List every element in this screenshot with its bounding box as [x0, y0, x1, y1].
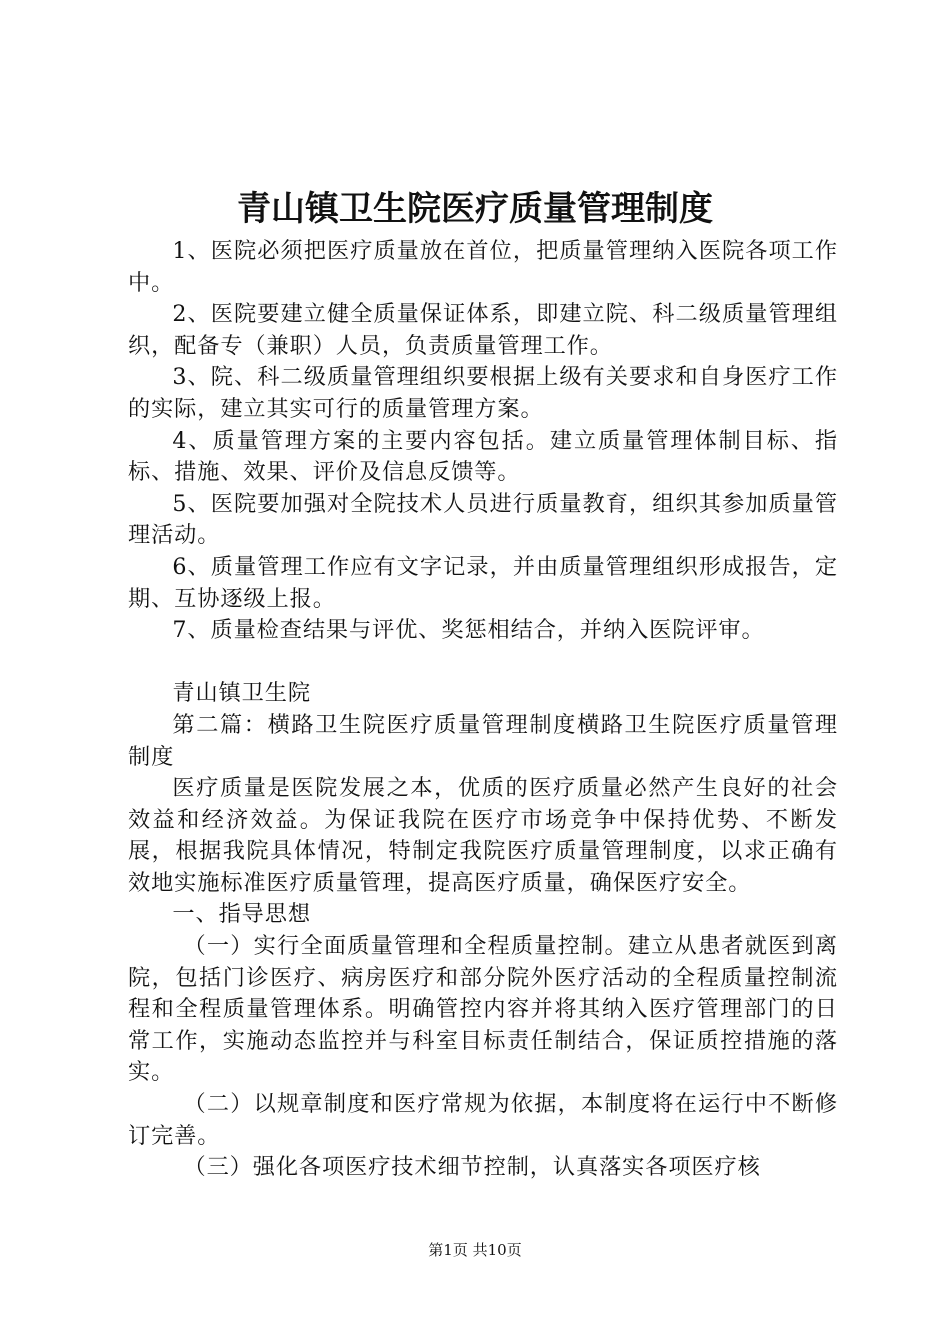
paragraph-1: 1、医院必须把医疗质量放在首位，把质量管理纳入医院各项工作中。 — [128, 238, 838, 296]
paragraph-3: 3、院、科二级质量管理组织要根据上级有关要求和自身医疗工作的实际，建立其实可行的质量管理方案。 — [128, 364, 838, 422]
signature-line: 青山镇卫生院 — [172, 680, 311, 707]
intro-paragraph: 医疗质量是医院发展之本，优质的医疗质量必然产生良好的社会效益和经济效益。为保证我院在医疗市场竞争中保持优势、不断发展，根据我院具体情况，特制定我院医疗质量管理制度，以求正确有效地实施标准医疗质量管理，提高医疗质量，确保医疗安全。 — [128, 775, 838, 896]
document-body — [128, 236, 838, 1184]
paragraph-2: 2、医院要建立健全质量保证体系，即建立院、科二级质量管理组织，配备专（兼职）人员，负责质量管理工作。 — [128, 301, 838, 359]
sub-paragraph-1: （一）实行全面质量管理和全程质量控制。建立从患者就医到离院，包括门诊医疗、病房医疗和部分院外医疗活动的全程质量控制流程和全程质量管理体系。明确管控内容并将其纳入医疗管理部门的日常工作，实施动态监控并与科室目标责任制结合，保证质控措施的落实。 — [128, 933, 838, 1086]
paragraph-7: 7、质量检查结果与评优、奖惩相结合，并纳入医院评审。 — [172, 617, 765, 644]
document-title: 青山镇卫生院医疗质量管理制度 — [237, 189, 713, 229]
paragraph-5: 5、医院要加强对全院技术人员进行质量教育，组织其参加质量管理活动。 — [128, 490, 838, 549]
chapter-heading: 一、指导思想 — [172, 901, 311, 928]
paragraph-6: 6、质量管理工作应有文字记录，并由质量管理组织形成报告，定期、互协逐级上报。 — [128, 553, 838, 612]
sub-paragraph-2: （二）以规章制度和医疗常规为依据，本制度将在运行中不断修订完善。 — [128, 1091, 838, 1149]
sub-paragraph-3: （三）强化各项医疗技术细节控制，认真落实各项医疗核 — [183, 1154, 761, 1181]
paragraph-4: 4、质量管理方案的主要内容包括。建立质量管理体制目标、指标、措施、效果、评价及信息反馈等。 — [128, 427, 838, 486]
section-heading: 第二篇：横路卫生院医疗质量管理制度横路卫生院医疗质量管理制度 — [128, 711, 838, 770]
page-footer: 第1页 共10页 — [428, 1241, 522, 1259]
blank-line — [128, 647, 838, 679]
